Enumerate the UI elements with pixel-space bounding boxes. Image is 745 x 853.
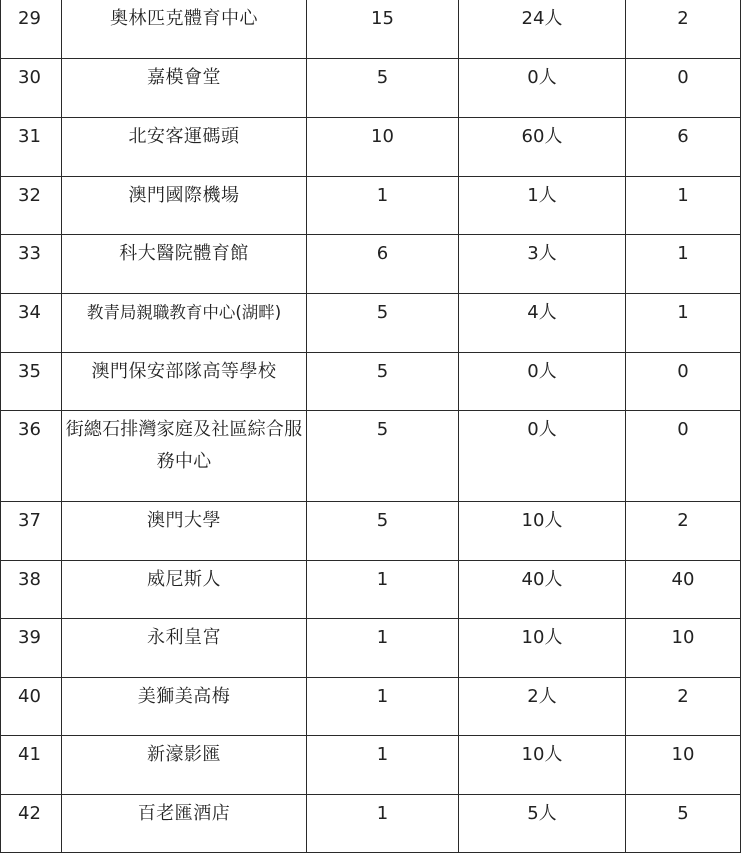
cell-value-c: 0 [626,411,741,502]
venue-name: 科大醫院體育館 [62,235,307,294]
cell-value-people: 0人 [459,59,626,118]
table-row [1,502,741,561]
row-number: 32 [1,177,62,235]
cell-value-people: 10人 [459,619,626,678]
cell-value-a: 1 [307,619,459,678]
cell-value-c: 1 [626,235,741,294]
cell-value-c: 10 [626,736,741,795]
table-row [1,353,741,411]
row-number: 34 [1,294,62,353]
venue-name: 澳門國際機場 [62,177,307,235]
cell-value-a: 1 [307,561,459,619]
venue-name: 威尼斯人 [62,561,307,619]
cell-value-people: 24人 [459,0,626,59]
row-number: 29 [1,0,62,59]
cell-value-a: 1 [307,678,459,736]
table-row [1,795,741,853]
cell-value-people: 2人 [459,678,626,736]
cell-value-a: 1 [307,795,459,853]
cell-value-a: 5 [307,59,459,118]
cell-value-a: 1 [307,177,459,235]
cell-value-a: 5 [307,502,459,561]
venue-name: 百老匯酒店 [62,795,307,853]
cell-value-c: 2 [626,502,741,561]
cell-value-c: 5 [626,795,741,853]
cell-value-a: 5 [307,411,459,502]
cell-value-c: 10 [626,619,741,678]
row-number: 35 [1,353,62,411]
cell-value-people: 3人 [459,235,626,294]
table-row [1,411,741,502]
venue-name: 澳門保安部隊高等學校 [62,353,307,411]
venue-name: 美獅美高梅 [62,678,307,736]
cell-value-c: 2 [626,678,741,736]
venue-name: 教青局親職教育中心(湖畔) [62,294,307,353]
table-row [1,118,741,177]
cell-value-c: 2 [626,0,741,59]
row-number: 42 [1,795,62,853]
row-number: 38 [1,561,62,619]
table-row [1,59,741,118]
venue-name: 街總石排灣家庭及社區綜合服務中心 [62,411,307,502]
cell-value-people: 40人 [459,561,626,619]
cell-value-c: 1 [626,294,741,353]
row-number: 40 [1,678,62,736]
cell-value-a: 10 [307,118,459,177]
row-number: 37 [1,502,62,561]
venue-name: 奧林匹克體育中心 [62,0,307,59]
cell-value-people: 10人 [459,502,626,561]
cell-value-people: 1人 [459,177,626,235]
table-row [1,561,741,619]
cell-value-c: 6 [626,118,741,177]
cell-value-c: 1 [626,177,741,235]
venue-table-body [1,0,741,853]
row-number: 41 [1,736,62,795]
cell-value-a: 1 [307,736,459,795]
cell-value-people: 0人 [459,353,626,411]
row-number: 33 [1,235,62,294]
cell-value-a: 15 [307,0,459,59]
cell-value-a: 6 [307,235,459,294]
row-number: 30 [1,59,62,118]
cell-value-people: 10人 [459,736,626,795]
cell-value-people: 0人 [459,411,626,502]
table-row [1,0,741,59]
table-row [1,177,741,235]
venue-name: 永利皇宮 [62,619,307,678]
venue-name: 新濠影匯 [62,736,307,795]
table-row [1,736,741,795]
cell-value-people: 60人 [459,118,626,177]
table-row [1,235,741,294]
venue-name: 北安客運碼頭 [62,118,307,177]
cell-value-people: 5人 [459,795,626,853]
cell-value-c: 0 [626,59,741,118]
table-row [1,678,741,736]
cell-value-a: 5 [307,294,459,353]
table-row [1,619,741,678]
cell-value-people: 4人 [459,294,626,353]
venue-name: 澳門大學 [62,502,307,561]
cell-value-c: 40 [626,561,741,619]
venue-name: 嘉模會堂 [62,59,307,118]
table-row [1,294,741,353]
row-number: 31 [1,118,62,177]
row-number: 36 [1,411,62,502]
row-number: 39 [1,619,62,678]
cell-value-a: 5 [307,353,459,411]
cell-value-c: 0 [626,353,741,411]
